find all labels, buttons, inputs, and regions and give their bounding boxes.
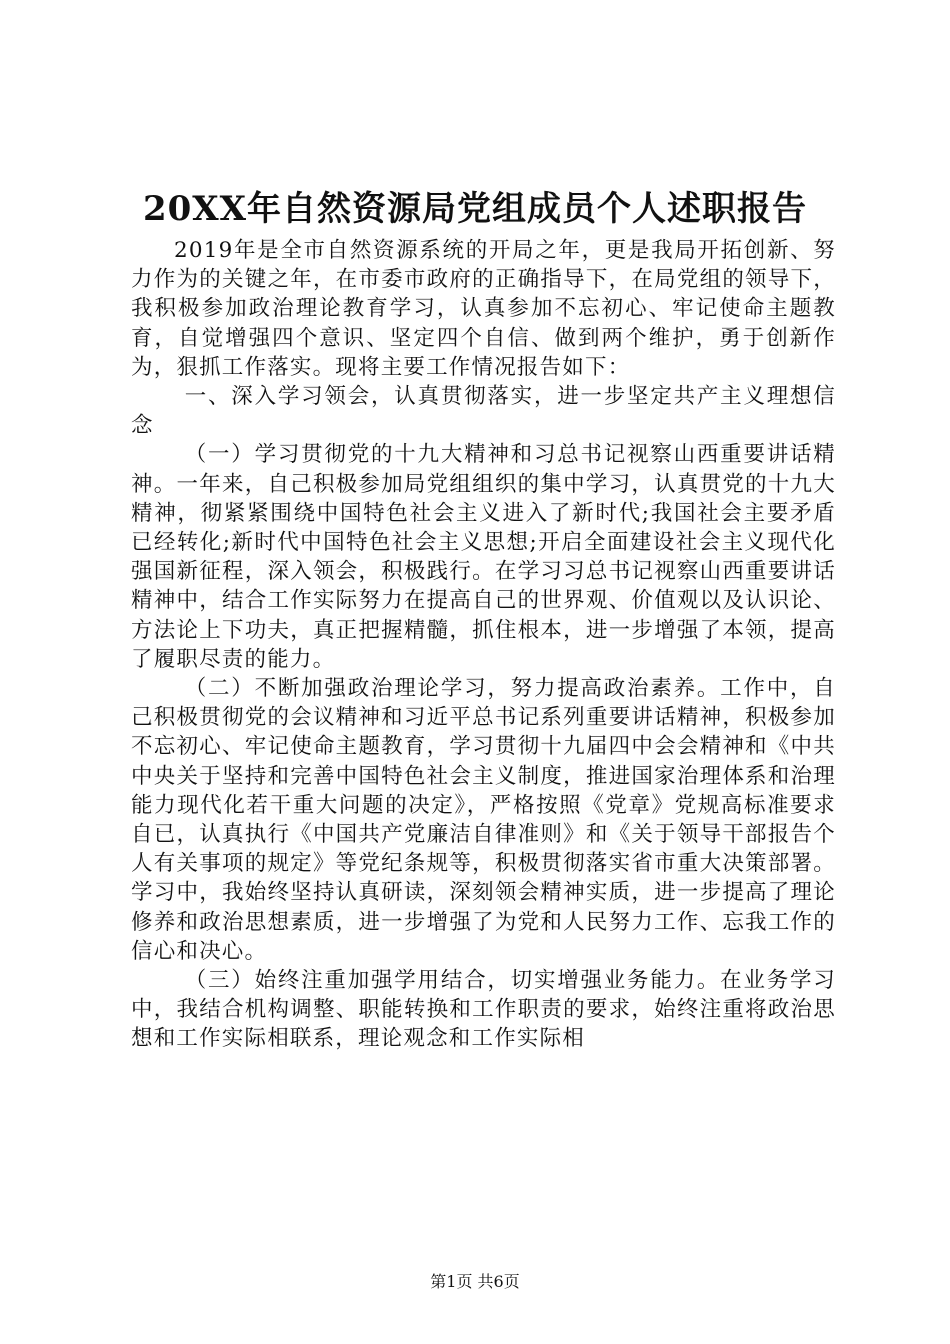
page-number-footer: 第1页 共6页 [430, 1272, 520, 1291]
paragraph-section-heading: 一、深入学习领会，认真贯彻落实，进一步坚定共产主义理想信念 [131, 384, 836, 439]
document-body [131, 236, 836, 1054]
paragraph-item-2: （二）不断加强政治理论学习，努力提高政治素养。工作中，自己积极贯彻党的会议精神和习近平总书记系列重要讲话精神，积极参加不忘初心、牢记使命主题教育，学习贯彻十九届四中会会精神和《中共中央关于坚持和完善中国特色社会主义制度，推进国家治理体系和治理能力现代化若干重大问题的决定》，严格按照《党章》党规高标准要求自已，认真执行《中国共产党廉洁自律准则》和《关于领导干部报告个人有关事项的规定》等党纪条规等，积极贯彻落实省市重大决策部署。学习中，我始终坚持认真研读，深刻领会精神实质，进一步提高了理论修养和政治思想素质，进一步增强了为党和人民努力工作、忘我工作的信心和决心。 [131, 676, 836, 964]
document-title: 20XX年自然资源局党组成员个人述职报告 [142, 189, 808, 229]
paragraph-intro: 2019年是全市自然资源系统的开局之年，更是我局开拓创新、努力作为的关键之年，在市委市政府的正确指导下，在局党组的领导下，我积极参加政治理论教育学习，认真参加不忘初心、牢记使命主题教育，自觉增强四个意识、坚定四个自信、做到两个维护，勇于创新作为，狠抓工作落实。现将主要工作情况报告如下： [131, 238, 836, 380]
paragraph-item-3: （三）始终注重加强学用结合，切实增强业务能力。在业务学习中，我结合机构调整、职能转换和工作职责的要求，始终注重将政治思想和工作实际相联系，理论观念和工作实际相 [131, 968, 836, 1052]
paragraph-item-1: （一）学习贯彻党的十九大精神和习总书记视察山西重要讲话精神。一年来，自己积极参加局党组组织的集中学习，认真贯党的十九大精神，彻紧紧围绕中国特色社会主义进入了新时代;我国社会主要矛盾已经转化;新时代中国特色社会主义思想;开启全面建设社会主义现代化强国新征程，深入领会，积极践行。在学习习总书记视察山西重要讲话精神中，结合工作实际努力在提高自己的世界观、价值观以及认识论、方法论上下功夫，真正把握精髓，抓住根本，进一步增强了本领，提高了履职尽责的能力。 [131, 442, 836, 672]
